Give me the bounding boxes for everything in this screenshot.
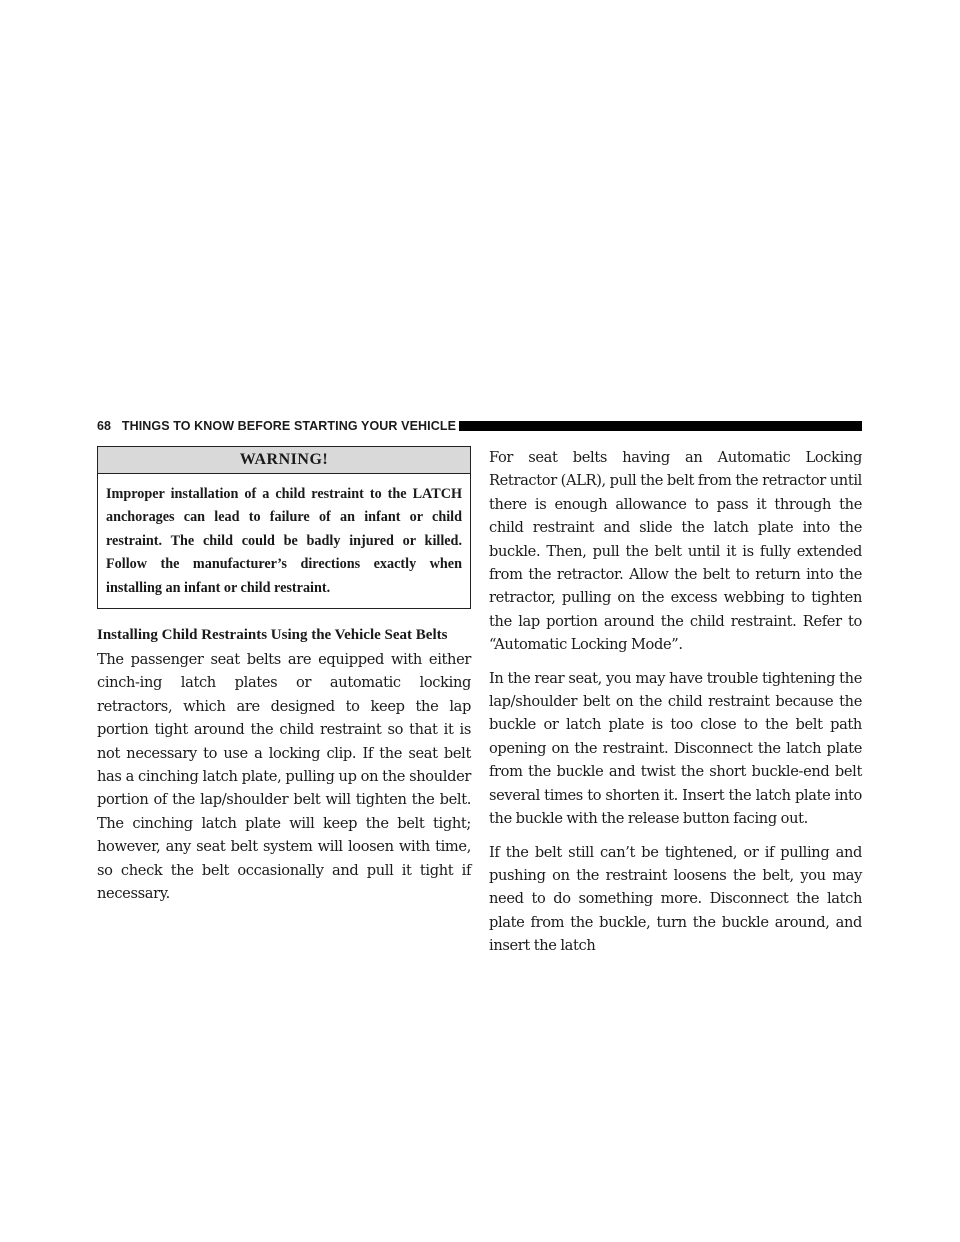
left-paragraph-1: The passenger seat belts are equipped with either cinch-ing latch plates or automatic locking retractors, which are designed to keep the lap portion tight around the child restraint so that it is not necessary to use a locking clip. If the seat belt has a cinching latch plate, pulling up on the shoulder portion of the lap/shoulder belt will tighten the belt. The cinching latch plate will keep the belt tight; however, any seat belt system will loosen with time, so check the belt occasionally and pull it tight if necessary. [97, 651, 471, 903]
right-paragraph-3: If the belt still can’t be tightened, or if pulling and pushing on the restraint loosens the belt, you may need to do something more. Disconnect the latch plate from the buckle, turn the buckle around, and insert the latch [489, 843, 862, 955]
left-column [97, 446, 471, 916]
header-rule [459, 421, 862, 431]
section-title: THINGS TO KNOW BEFORE STARTING YOUR VEHICLE [121, 419, 457, 433]
page-header [97, 418, 862, 434]
page-number: 68 [97, 419, 112, 433]
right-paragraph-2: In the rear seat, you may have trouble tightening the lap/shoulder belt on the child restraint because the buckle or latch plate is too close to the belt path opening on the restraint. Disconnect the latch plate from the buckle and twist the short buckle-end belt several times to shorten it. Insert the latch plate into the buckle with the release button facing out. [489, 669, 862, 828]
warning-title: WARNING! [98, 447, 470, 474]
right-paragraph-1: For seat belts having an Automatic Locking Retractor (ALR), pull the belt from the retractor until there is enough allowance to pass it through the child restraint and slide the latch plate into the buckle. Then, pull the belt until it is fully extended from the retractor. Allow the belt to return into the retractor, pulling on the excess webbing to tighten the lap portion around the child restraint. Refer to “Automatic Locking Mode”. [489, 449, 862, 654]
header-text [97, 418, 464, 434]
section-heading: Installing Child Restraints Using the Vehicle Seat Belts [97, 627, 448, 644]
warning-box [97, 446, 471, 609]
right-column [489, 446, 862, 968]
warning-body: Improper installation of a child restraint to the LATCH anchorages can lead to failure of an infant or child restraint. The child could be badly injured or killed. Follow the manufacturer’s directions exactly when installing an infant or child restraint. [106, 486, 462, 596]
